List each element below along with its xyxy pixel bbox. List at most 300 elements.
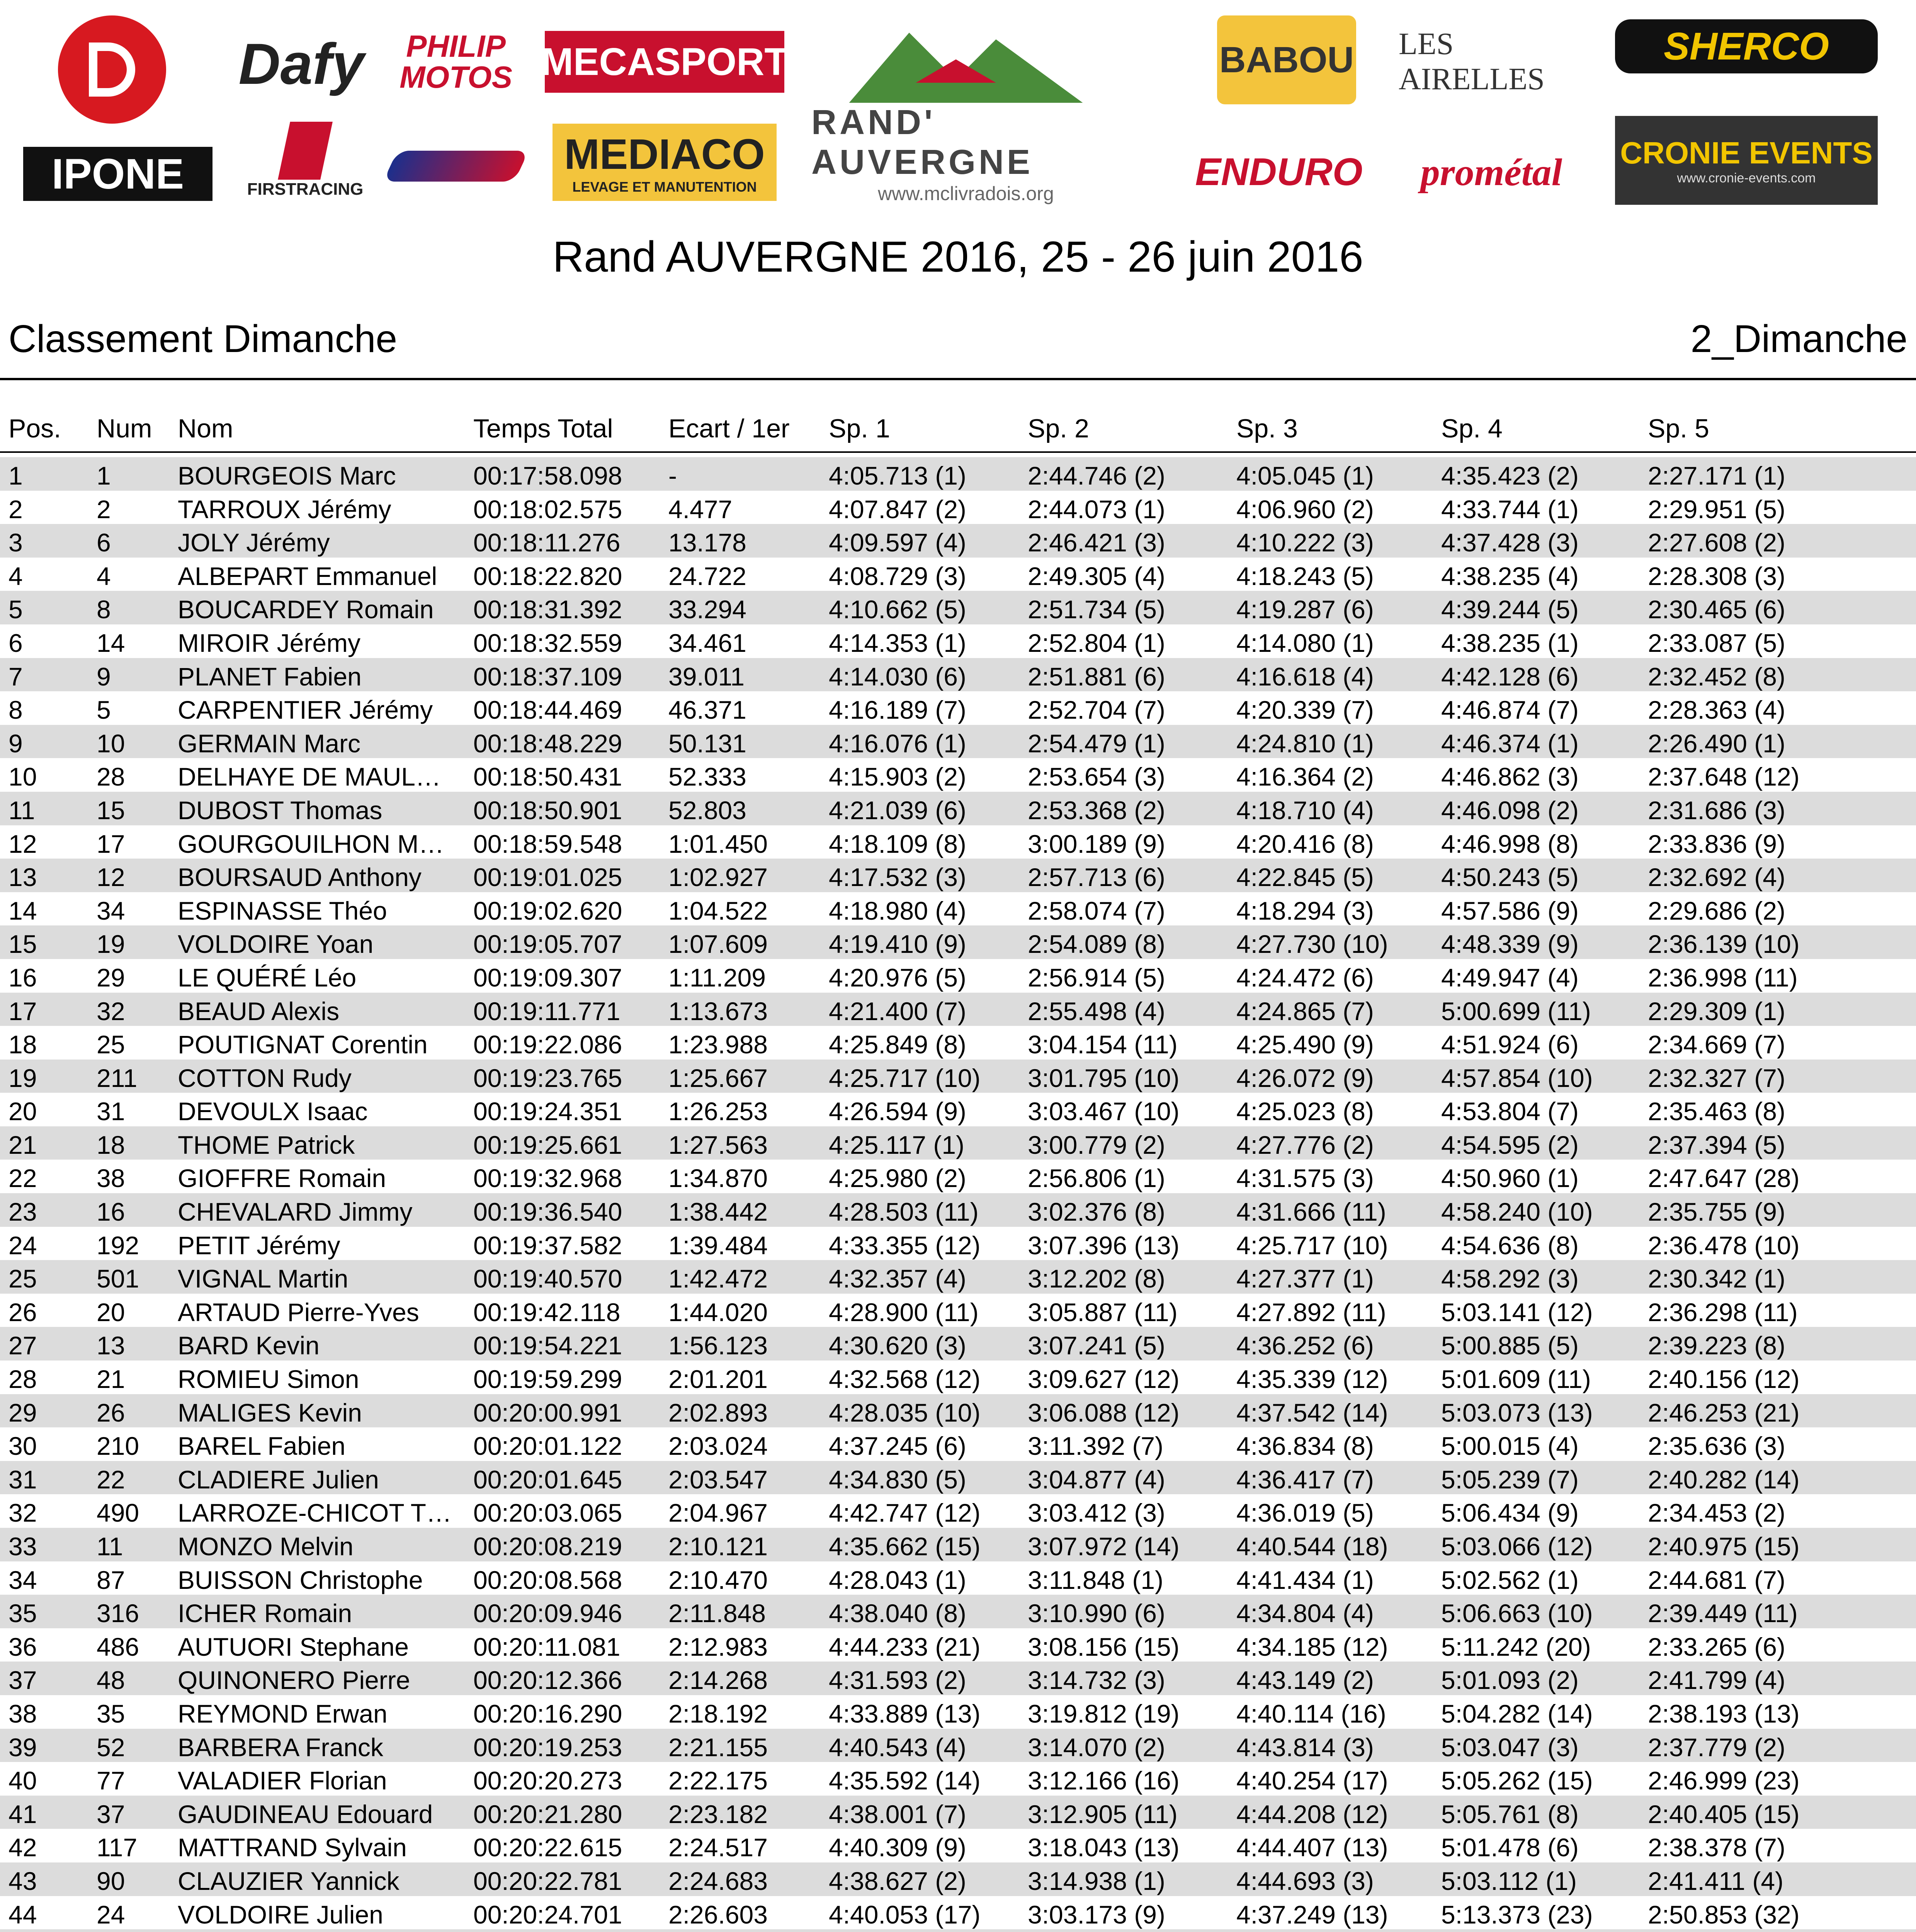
table-row bbox=[0, 1896, 1916, 1930]
cell-sp1: 4:14.353 (1) bbox=[829, 628, 966, 657]
cell-num: 28 bbox=[97, 762, 125, 791]
cell-sp4: 4:38.235 (1) bbox=[1441, 628, 1579, 657]
table-row bbox=[0, 959, 1916, 993]
cell-sp2: 3:07.241 (5) bbox=[1028, 1331, 1165, 1360]
table-row bbox=[0, 892, 1916, 926]
cell-num: 11 bbox=[97, 1532, 123, 1561]
cell-sp3: 4:27.730 (10) bbox=[1236, 930, 1388, 959]
cell-sp5: 2:37.779 (2) bbox=[1648, 1733, 1785, 1762]
cell-sp2: 3:14.938 (1) bbox=[1028, 1866, 1165, 1895]
cell-nom: DELHAYE DE MAUL… bbox=[178, 762, 441, 791]
cell-ecart: 46.371 bbox=[668, 696, 746, 724]
table-row bbox=[0, 1126, 1916, 1160]
sherco-logo: SHERCO bbox=[1615, 19, 1878, 73]
cell-num: 15 bbox=[97, 796, 125, 825]
cell-temps: 00:19:59.299 bbox=[473, 1365, 622, 1394]
table-row bbox=[0, 1093, 1916, 1126]
cell-sp4: 4:49.947 (4) bbox=[1441, 963, 1579, 992]
table-row bbox=[0, 1729, 1916, 1762]
cell-pos: 6 bbox=[9, 628, 23, 657]
cell-sp4: 4:37.428 (3) bbox=[1441, 528, 1579, 557]
cell-sp5: 2:33.836 (9) bbox=[1648, 829, 1785, 858]
cell-temps: 00:18:02.575 bbox=[473, 495, 622, 524]
cell-ecart: 2:12.983 bbox=[668, 1632, 768, 1661]
cell-sp1: 4:40.309 (9) bbox=[829, 1833, 966, 1862]
cell-sp1: 4:14.030 (6) bbox=[829, 662, 966, 691]
cell-sp3: 4:24.865 (7) bbox=[1236, 997, 1374, 1026]
cell-ecart: 50.131 bbox=[668, 729, 746, 758]
cell-sp3: 4:05.045 (1) bbox=[1236, 461, 1374, 490]
cell-sp4: 4:53.804 (7) bbox=[1441, 1097, 1579, 1126]
cell-sp2: 2:58.074 (7) bbox=[1028, 896, 1165, 925]
cell-temps: 00:19:54.221 bbox=[473, 1331, 622, 1360]
cell-num: 24 bbox=[97, 1900, 125, 1929]
cell-num: 22 bbox=[97, 1465, 125, 1494]
cell-sp2: 3:10.990 (6) bbox=[1028, 1599, 1165, 1628]
cell-ecart: 1:23.988 bbox=[668, 1030, 768, 1059]
cell-sp4: 4:54.595 (2) bbox=[1441, 1130, 1579, 1159]
cell-num: 211 bbox=[97, 1063, 138, 1092]
cell-ecart: 1:02.927 bbox=[668, 863, 768, 892]
cell-sp1: 4:19.410 (9) bbox=[829, 930, 966, 959]
table-row bbox=[0, 524, 1916, 558]
cell-sp3: 4:44.208 (12) bbox=[1236, 1799, 1388, 1828]
cell-sp5: 2:46.999 (23) bbox=[1648, 1766, 1800, 1795]
cell-sp5: 2:46.253 (21) bbox=[1648, 1398, 1800, 1427]
cell-sp5: 2:39.223 (8) bbox=[1648, 1331, 1785, 1360]
cell-nom: CHEVALARD Jimmy bbox=[178, 1197, 413, 1226]
cell-num: 16 bbox=[97, 1197, 125, 1226]
cell-sp5: 2:37.648 (12) bbox=[1648, 762, 1800, 791]
cell-num: 34 bbox=[97, 896, 125, 925]
cell-num: 77 bbox=[97, 1766, 125, 1795]
cell-pos: 7 bbox=[9, 662, 23, 691]
cell-ecart: 52.803 bbox=[668, 796, 746, 825]
cell-sp5: 2:36.139 (10) bbox=[1648, 930, 1800, 959]
philip-motos-logo: PHILIP MOTOS bbox=[400, 29, 512, 94]
cell-sp4: 4:42.128 (6) bbox=[1441, 662, 1579, 691]
cell-temps: 00:20:22.781 bbox=[473, 1866, 622, 1895]
cell-sp1: 4:25.980 (2) bbox=[829, 1164, 966, 1193]
cell-pos: 35 bbox=[9, 1599, 37, 1628]
cell-sp2: 3:19.812 (19) bbox=[1028, 1699, 1180, 1728]
cell-nom: LE QUÉRÉ Léo bbox=[178, 963, 357, 992]
cell-sp5: 2:35.636 (3) bbox=[1648, 1432, 1785, 1461]
cell-sp2: 3:04.877 (4) bbox=[1028, 1465, 1165, 1494]
col-sp4: Sp. 4 bbox=[1441, 414, 1503, 443]
cell-sp2: 3:01.795 (10) bbox=[1028, 1063, 1180, 1092]
cell-nom: ROMIEU Simon bbox=[178, 1365, 359, 1394]
cell-pos: 36 bbox=[9, 1632, 37, 1661]
cell-sp2: 3:09.627 (12) bbox=[1028, 1365, 1180, 1394]
cell-sp4: 5:01.093 (2) bbox=[1441, 1666, 1579, 1695]
cell-nom: POUTIGNAT Corentin bbox=[178, 1030, 428, 1059]
title-divider bbox=[0, 378, 1916, 380]
cell-sp2: 3:12.905 (11) bbox=[1028, 1799, 1178, 1828]
cell-sp2: 2:57.713 (6) bbox=[1028, 863, 1165, 892]
cell-nom: JOLY Jérémy bbox=[178, 528, 330, 557]
cell-sp5: 2:32.692 (4) bbox=[1648, 863, 1785, 892]
cell-sp3: 4:19.287 (6) bbox=[1236, 595, 1374, 624]
table-row bbox=[0, 1294, 1916, 1327]
cell-ecart: 1:07.609 bbox=[668, 930, 768, 959]
cell-sp1: 4:33.889 (13) bbox=[829, 1699, 981, 1728]
cell-sp3: 4:44.407 (13) bbox=[1236, 1833, 1388, 1862]
cell-temps: 00:18:11.276 bbox=[473, 528, 621, 557]
cell-sp4: 4:48.339 (9) bbox=[1441, 930, 1579, 959]
cell-sp1: 4:07.847 (2) bbox=[829, 495, 966, 524]
cell-sp3: 4:18.243 (5) bbox=[1236, 561, 1374, 590]
cell-temps: 00:20:22.615 bbox=[473, 1833, 622, 1862]
cell-sp1: 4:38.040 (8) bbox=[829, 1599, 966, 1628]
cell-ecart: 2:14.268 bbox=[668, 1666, 768, 1695]
cell-sp3: 4:24.472 (6) bbox=[1236, 963, 1374, 992]
cell-pos: 24 bbox=[9, 1231, 37, 1260]
cell-sp1: 4:28.503 (11) bbox=[829, 1197, 979, 1226]
ranking-code: 2_Dimanche bbox=[1690, 317, 1907, 361]
cell-num: 192 bbox=[97, 1231, 139, 1260]
table-row bbox=[0, 1762, 1916, 1796]
cell-sp2: 2:51.734 (5) bbox=[1028, 595, 1165, 624]
cell-num: 5 bbox=[97, 696, 111, 724]
cell-sp5: 2:32.452 (8) bbox=[1648, 662, 1785, 691]
cell-ecart: 2:02.893 bbox=[668, 1398, 768, 1427]
cell-sp4: 5:05.239 (7) bbox=[1441, 1465, 1579, 1494]
cell-sp2: 3:06.088 (12) bbox=[1028, 1398, 1180, 1427]
cell-pos: 21 bbox=[9, 1130, 37, 1159]
ipone-logo: IPONE bbox=[23, 147, 213, 201]
table-row bbox=[0, 925, 1916, 959]
cell-sp2: 3:11.392 (7) bbox=[1028, 1432, 1164, 1461]
cell-ecart: 1:56.123 bbox=[668, 1331, 768, 1360]
table-row bbox=[0, 1260, 1916, 1294]
cell-pos: 20 bbox=[9, 1097, 37, 1126]
cell-num: 18 bbox=[97, 1130, 125, 1159]
cell-ecart: 2:23.182 bbox=[668, 1799, 768, 1828]
cell-pos: 15 bbox=[9, 930, 37, 959]
cell-nom: BAREL Fabien bbox=[178, 1432, 346, 1461]
cell-sp1: 4:16.189 (7) bbox=[829, 696, 966, 724]
table-row bbox=[0, 758, 1916, 792]
table-row bbox=[0, 491, 1916, 524]
cell-sp3: 4:27.776 (2) bbox=[1236, 1130, 1374, 1159]
table-row bbox=[0, 1662, 1916, 1695]
cell-sp4: 4:57.586 (9) bbox=[1441, 896, 1579, 925]
cell-pos: 26 bbox=[9, 1298, 37, 1327]
cell-sp3: 4:20.416 (8) bbox=[1236, 829, 1374, 858]
rand-auvergne-text: RAND' AUVERGNE bbox=[811, 103, 1034, 182]
cell-nom: REYMOND Erwan bbox=[178, 1699, 388, 1728]
cell-num: 117 bbox=[97, 1833, 138, 1862]
cell-pos: 14 bbox=[9, 896, 37, 925]
cell-num: 10 bbox=[97, 729, 125, 758]
table-row bbox=[0, 1595, 1916, 1628]
cell-sp3: 4:37.542 (14) bbox=[1236, 1398, 1388, 1427]
racing-brand-logo bbox=[386, 143, 525, 189]
cell-temps: 00:20:24.701 bbox=[473, 1900, 622, 1929]
cell-sp4: 5:11.242 (20) bbox=[1441, 1632, 1591, 1661]
cell-nom: DUBOST Thomas bbox=[178, 796, 383, 825]
cell-ecart: 2:04.967 bbox=[668, 1498, 768, 1527]
cell-nom: MATTRAND Sylvain bbox=[178, 1833, 407, 1862]
cell-pos: 41 bbox=[9, 1799, 37, 1828]
firstracing-text: FIRSTRACING bbox=[247, 180, 364, 199]
cell-ecart: 1:34.870 bbox=[668, 1164, 768, 1193]
cell-sp4: 5:05.761 (8) bbox=[1441, 1799, 1579, 1828]
cell-pos: 25 bbox=[9, 1264, 37, 1293]
cell-sp2: 3:07.396 (13) bbox=[1028, 1231, 1180, 1260]
cell-temps: 00:19:02.620 bbox=[473, 896, 622, 925]
cell-sp4: 4:58.240 (10) bbox=[1441, 1197, 1593, 1226]
cell-sp3: 4:36.834 (8) bbox=[1236, 1432, 1374, 1461]
cell-num: 32 bbox=[97, 997, 125, 1026]
cell-sp1: 4:28.043 (1) bbox=[829, 1565, 966, 1594]
table-row bbox=[0, 825, 1916, 859]
cell-ecart: 1:42.472 bbox=[668, 1264, 768, 1293]
cell-sp4: 4:46.374 (1) bbox=[1441, 729, 1579, 758]
cell-sp2: 2:56.806 (1) bbox=[1028, 1164, 1165, 1193]
cell-nom: BOURGEOIS Marc bbox=[178, 461, 396, 490]
cell-ecart: 2:11.848 bbox=[668, 1599, 766, 1628]
cell-sp4: 4:35.423 (2) bbox=[1441, 461, 1579, 490]
header-divider bbox=[0, 451, 1916, 453]
cell-nom: VIGNAL Martin bbox=[178, 1264, 349, 1293]
cell-ecart: 2:24.683 bbox=[668, 1866, 768, 1895]
cell-nom: CLAUZIER Yannick bbox=[178, 1866, 400, 1895]
cell-num: 4 bbox=[97, 561, 111, 590]
cell-sp5: 2:26.490 (1) bbox=[1648, 729, 1785, 758]
cell-ecart: 1:44.020 bbox=[668, 1298, 768, 1327]
rand-auvergne-site: www.mclivradois.org bbox=[878, 183, 1054, 204]
cell-pos: 44 bbox=[9, 1900, 37, 1929]
cell-sp1: 4:42.747 (12) bbox=[829, 1498, 981, 1527]
table-row bbox=[0, 1227, 1916, 1260]
cell-nom: BUISSON Christophe bbox=[178, 1565, 423, 1594]
results-table bbox=[0, 457, 1916, 1932]
cell-sp5: 2:29.951 (5) bbox=[1648, 495, 1785, 524]
cell-sp5: 2:32.327 (7) bbox=[1648, 1063, 1785, 1092]
cell-sp5: 2:27.171 (1) bbox=[1648, 461, 1785, 490]
cell-sp2: 2:52.704 (7) bbox=[1028, 696, 1165, 724]
cell-nom: BARD Kevin bbox=[178, 1331, 320, 1360]
cell-sp3: 4:22.845 (5) bbox=[1236, 863, 1374, 892]
cell-sp1: 4:33.355 (12) bbox=[829, 1231, 981, 1260]
firstracing-logo bbox=[240, 116, 371, 205]
cell-sp1: 4:16.076 (1) bbox=[829, 729, 966, 758]
col-sp2: Sp. 2 bbox=[1028, 414, 1089, 443]
cell-num: 35 bbox=[97, 1699, 125, 1728]
col-sp5: Sp. 5 bbox=[1648, 414, 1709, 443]
cell-temps: 00:20:12.366 bbox=[473, 1666, 622, 1695]
table-row bbox=[0, 1494, 1916, 1528]
cell-sp2: 2:44.073 (1) bbox=[1028, 495, 1165, 524]
cell-ecart: 2:24.517 bbox=[668, 1833, 768, 1862]
cell-sp1: 4:32.357 (4) bbox=[829, 1264, 966, 1293]
cell-temps: 00:20:11.081 bbox=[473, 1632, 621, 1661]
cell-sp4: 5:01.609 (11) bbox=[1441, 1365, 1591, 1394]
cell-ecart: 1:01.450 bbox=[668, 829, 768, 858]
cell-sp2: 3:02.376 (8) bbox=[1028, 1197, 1165, 1226]
cell-sp5: 2:41.411 (4) bbox=[1648, 1866, 1784, 1895]
cell-sp3: 4:31.666 (11) bbox=[1236, 1197, 1386, 1226]
cell-pos: 19 bbox=[9, 1063, 37, 1092]
cell-ecart: 2:01.201 bbox=[668, 1365, 768, 1394]
cell-sp1: 4:09.597 (4) bbox=[829, 528, 966, 557]
cell-sp5: 2:50.853 (32) bbox=[1648, 1900, 1800, 1929]
cell-sp2: 2:46.421 (3) bbox=[1028, 528, 1165, 557]
cell-sp1: 4:21.039 (6) bbox=[829, 796, 966, 825]
cell-nom: CLADIERE Julien bbox=[178, 1465, 379, 1494]
cell-sp5: 2:29.309 (1) bbox=[1648, 997, 1785, 1026]
cell-pos: 43 bbox=[9, 1866, 37, 1895]
cell-nom: TARROUX Jérémy bbox=[178, 495, 391, 524]
cell-nom: LARROZE-CHICOT T… bbox=[178, 1498, 452, 1527]
cell-ecart: 1:39.484 bbox=[668, 1231, 768, 1260]
cell-sp5: 2:35.463 (8) bbox=[1648, 1097, 1785, 1126]
cell-sp1: 4:28.900 (11) bbox=[829, 1298, 979, 1327]
cell-ecart: 1:38.442 bbox=[668, 1197, 768, 1226]
cell-sp5: 2:36.998 (11) bbox=[1648, 963, 1798, 992]
cell-nom: BOUCARDEY Romain bbox=[178, 595, 434, 624]
mediaco-text: MEDIACO bbox=[564, 130, 765, 178]
cell-temps: 00:20:09.946 bbox=[473, 1599, 622, 1628]
cell-sp4: 5:02.562 (1) bbox=[1441, 1565, 1579, 1594]
cell-num: 316 bbox=[97, 1599, 139, 1628]
cell-sp1: 4:40.543 (4) bbox=[829, 1733, 966, 1762]
cell-sp1: 4:35.662 (15) bbox=[829, 1532, 981, 1561]
cell-sp5: 2:38.378 (7) bbox=[1648, 1833, 1785, 1862]
cell-sp2: 2:56.914 (5) bbox=[1028, 963, 1165, 992]
cell-temps: 00:19:11.771 bbox=[473, 997, 621, 1026]
cell-sp4: 4:46.998 (8) bbox=[1441, 829, 1579, 858]
cell-sp2: 2:53.368 (2) bbox=[1028, 796, 1165, 825]
cell-sp2: 3:04.154 (11) bbox=[1028, 1030, 1178, 1059]
cell-sp5: 2:34.669 (7) bbox=[1648, 1030, 1785, 1059]
cell-sp2: 3:03.173 (9) bbox=[1028, 1900, 1165, 1929]
cell-sp1: 4:10.662 (5) bbox=[829, 595, 966, 624]
ranking-title: Classement Dimanche bbox=[9, 317, 397, 361]
cell-pos: 3 bbox=[9, 528, 23, 557]
col-temps: Temps Total bbox=[473, 414, 613, 443]
cell-num: 87 bbox=[97, 1565, 125, 1594]
cell-temps: 00:17:58.098 bbox=[473, 461, 622, 490]
table-row bbox=[0, 1361, 1916, 1394]
cell-nom: DEVOULX Isaac bbox=[178, 1097, 368, 1126]
cell-ecart: 4.477 bbox=[668, 495, 733, 524]
cell-sp3: 4:34.804 (4) bbox=[1236, 1599, 1374, 1628]
table-row bbox=[0, 859, 1916, 892]
cell-temps: 00:19:24.351 bbox=[473, 1097, 622, 1126]
col-nom: Nom bbox=[178, 414, 233, 443]
cell-num: 17 bbox=[97, 829, 125, 858]
cell-sp1: 4:25.717 (10) bbox=[829, 1063, 981, 1092]
cell-sp5: 2:37.394 (5) bbox=[1648, 1130, 1785, 1159]
cell-sp5: 2:38.193 (13) bbox=[1648, 1699, 1800, 1728]
cell-sp1: 4:18.980 (4) bbox=[829, 896, 966, 925]
cell-temps: 00:18:44.469 bbox=[473, 696, 622, 724]
table-header bbox=[0, 413, 1916, 448]
cell-num: 8 bbox=[97, 595, 111, 624]
enduro-logo: ENDURO bbox=[1195, 150, 1363, 194]
cell-ecart: 2:03.547 bbox=[668, 1465, 768, 1494]
cell-sp4: 4:33.744 (1) bbox=[1441, 495, 1579, 524]
cell-sp1: 4:20.976 (5) bbox=[829, 963, 966, 992]
page-title: Rand AUVERGNE 2016, 25 - 26 juin 2016 bbox=[553, 233, 1363, 281]
cell-num: 6 bbox=[97, 528, 111, 557]
cell-temps: 00:20:19.253 bbox=[473, 1733, 622, 1762]
table-row bbox=[0, 1160, 1916, 1193]
cell-pos: 30 bbox=[9, 1432, 37, 1461]
cell-sp3: 4:06.960 (2) bbox=[1236, 495, 1374, 524]
cell-temps: 00:20:03.065 bbox=[473, 1498, 622, 1527]
cell-sp4: 5:06.663 (10) bbox=[1441, 1599, 1593, 1628]
cell-sp3: 4:36.252 (6) bbox=[1236, 1331, 1374, 1360]
cell-sp3: 4:44.693 (3) bbox=[1236, 1866, 1374, 1895]
cell-pos: 29 bbox=[9, 1398, 37, 1427]
cell-sp4: 5:00.015 (4) bbox=[1441, 1432, 1579, 1461]
cell-temps: 00:19:01.025 bbox=[473, 863, 622, 892]
d-logo bbox=[58, 15, 166, 124]
cell-sp2: 2:54.089 (8) bbox=[1028, 930, 1165, 959]
cell-sp4: 5:06.434 (9) bbox=[1441, 1498, 1579, 1527]
cell-pos: 38 bbox=[9, 1699, 37, 1728]
table-row bbox=[0, 591, 1916, 624]
cell-num: 210 bbox=[97, 1432, 139, 1461]
cell-sp2: 2:54.479 (1) bbox=[1028, 729, 1165, 758]
cell-pos: 5 bbox=[9, 595, 23, 624]
table-row bbox=[0, 1561, 1916, 1595]
cell-nom: GAUDINEAU Edouard bbox=[178, 1799, 433, 1828]
cell-nom: BOURSAUD Anthony bbox=[178, 863, 422, 892]
cell-num: 19 bbox=[97, 930, 125, 959]
cell-sp3: 4:43.814 (3) bbox=[1236, 1733, 1374, 1762]
cell-sp5: 2:40.282 (14) bbox=[1648, 1465, 1800, 1494]
table-row bbox=[0, 691, 1916, 725]
cell-sp3: 4:16.618 (4) bbox=[1236, 662, 1374, 691]
cell-pos: 37 bbox=[9, 1666, 37, 1695]
cell-sp4: 5:03.073 (13) bbox=[1441, 1398, 1593, 1427]
cell-pos: 9 bbox=[9, 729, 23, 758]
cell-sp4: 5:03.141 (12) bbox=[1441, 1298, 1593, 1327]
cell-ecart: - bbox=[668, 461, 677, 490]
table-row bbox=[0, 1427, 1916, 1461]
cell-sp4: 4:57.854 (10) bbox=[1441, 1063, 1593, 1092]
cell-sp5: 2:33.087 (5) bbox=[1648, 628, 1785, 657]
cell-num: 38 bbox=[97, 1164, 125, 1193]
cell-sp2: 2:44.746 (2) bbox=[1028, 461, 1165, 490]
cell-sp5: 2:28.308 (3) bbox=[1648, 561, 1785, 590]
cell-pos: 10 bbox=[9, 762, 37, 791]
cell-sp1: 4:38.001 (7) bbox=[829, 1799, 966, 1828]
cell-sp3: 4:25.490 (9) bbox=[1236, 1030, 1374, 1059]
cell-pos: 23 bbox=[9, 1197, 37, 1226]
cell-sp5: 2:40.156 (12) bbox=[1648, 1365, 1800, 1394]
cell-sp3: 4:18.294 (3) bbox=[1236, 896, 1374, 925]
table-row bbox=[0, 1193, 1916, 1227]
cell-pos: 22 bbox=[9, 1164, 37, 1193]
cell-pos: 2 bbox=[9, 495, 23, 524]
table-row bbox=[0, 1528, 1916, 1561]
cell-sp1: 4:31.593 (2) bbox=[829, 1666, 966, 1695]
cell-sp3: 4:40.544 (18) bbox=[1236, 1532, 1388, 1561]
cell-sp3: 4:41.434 (1) bbox=[1236, 1565, 1374, 1594]
cell-temps: 00:19:25.661 bbox=[473, 1130, 622, 1159]
cell-temps: 00:18:48.229 bbox=[473, 729, 622, 758]
cell-pos: 33 bbox=[9, 1532, 37, 1561]
cell-sp2: 3:05.887 (11) bbox=[1028, 1298, 1178, 1327]
cell-sp2: 3:03.412 (3) bbox=[1028, 1498, 1165, 1527]
cell-sp3: 4:16.364 (2) bbox=[1236, 762, 1374, 791]
